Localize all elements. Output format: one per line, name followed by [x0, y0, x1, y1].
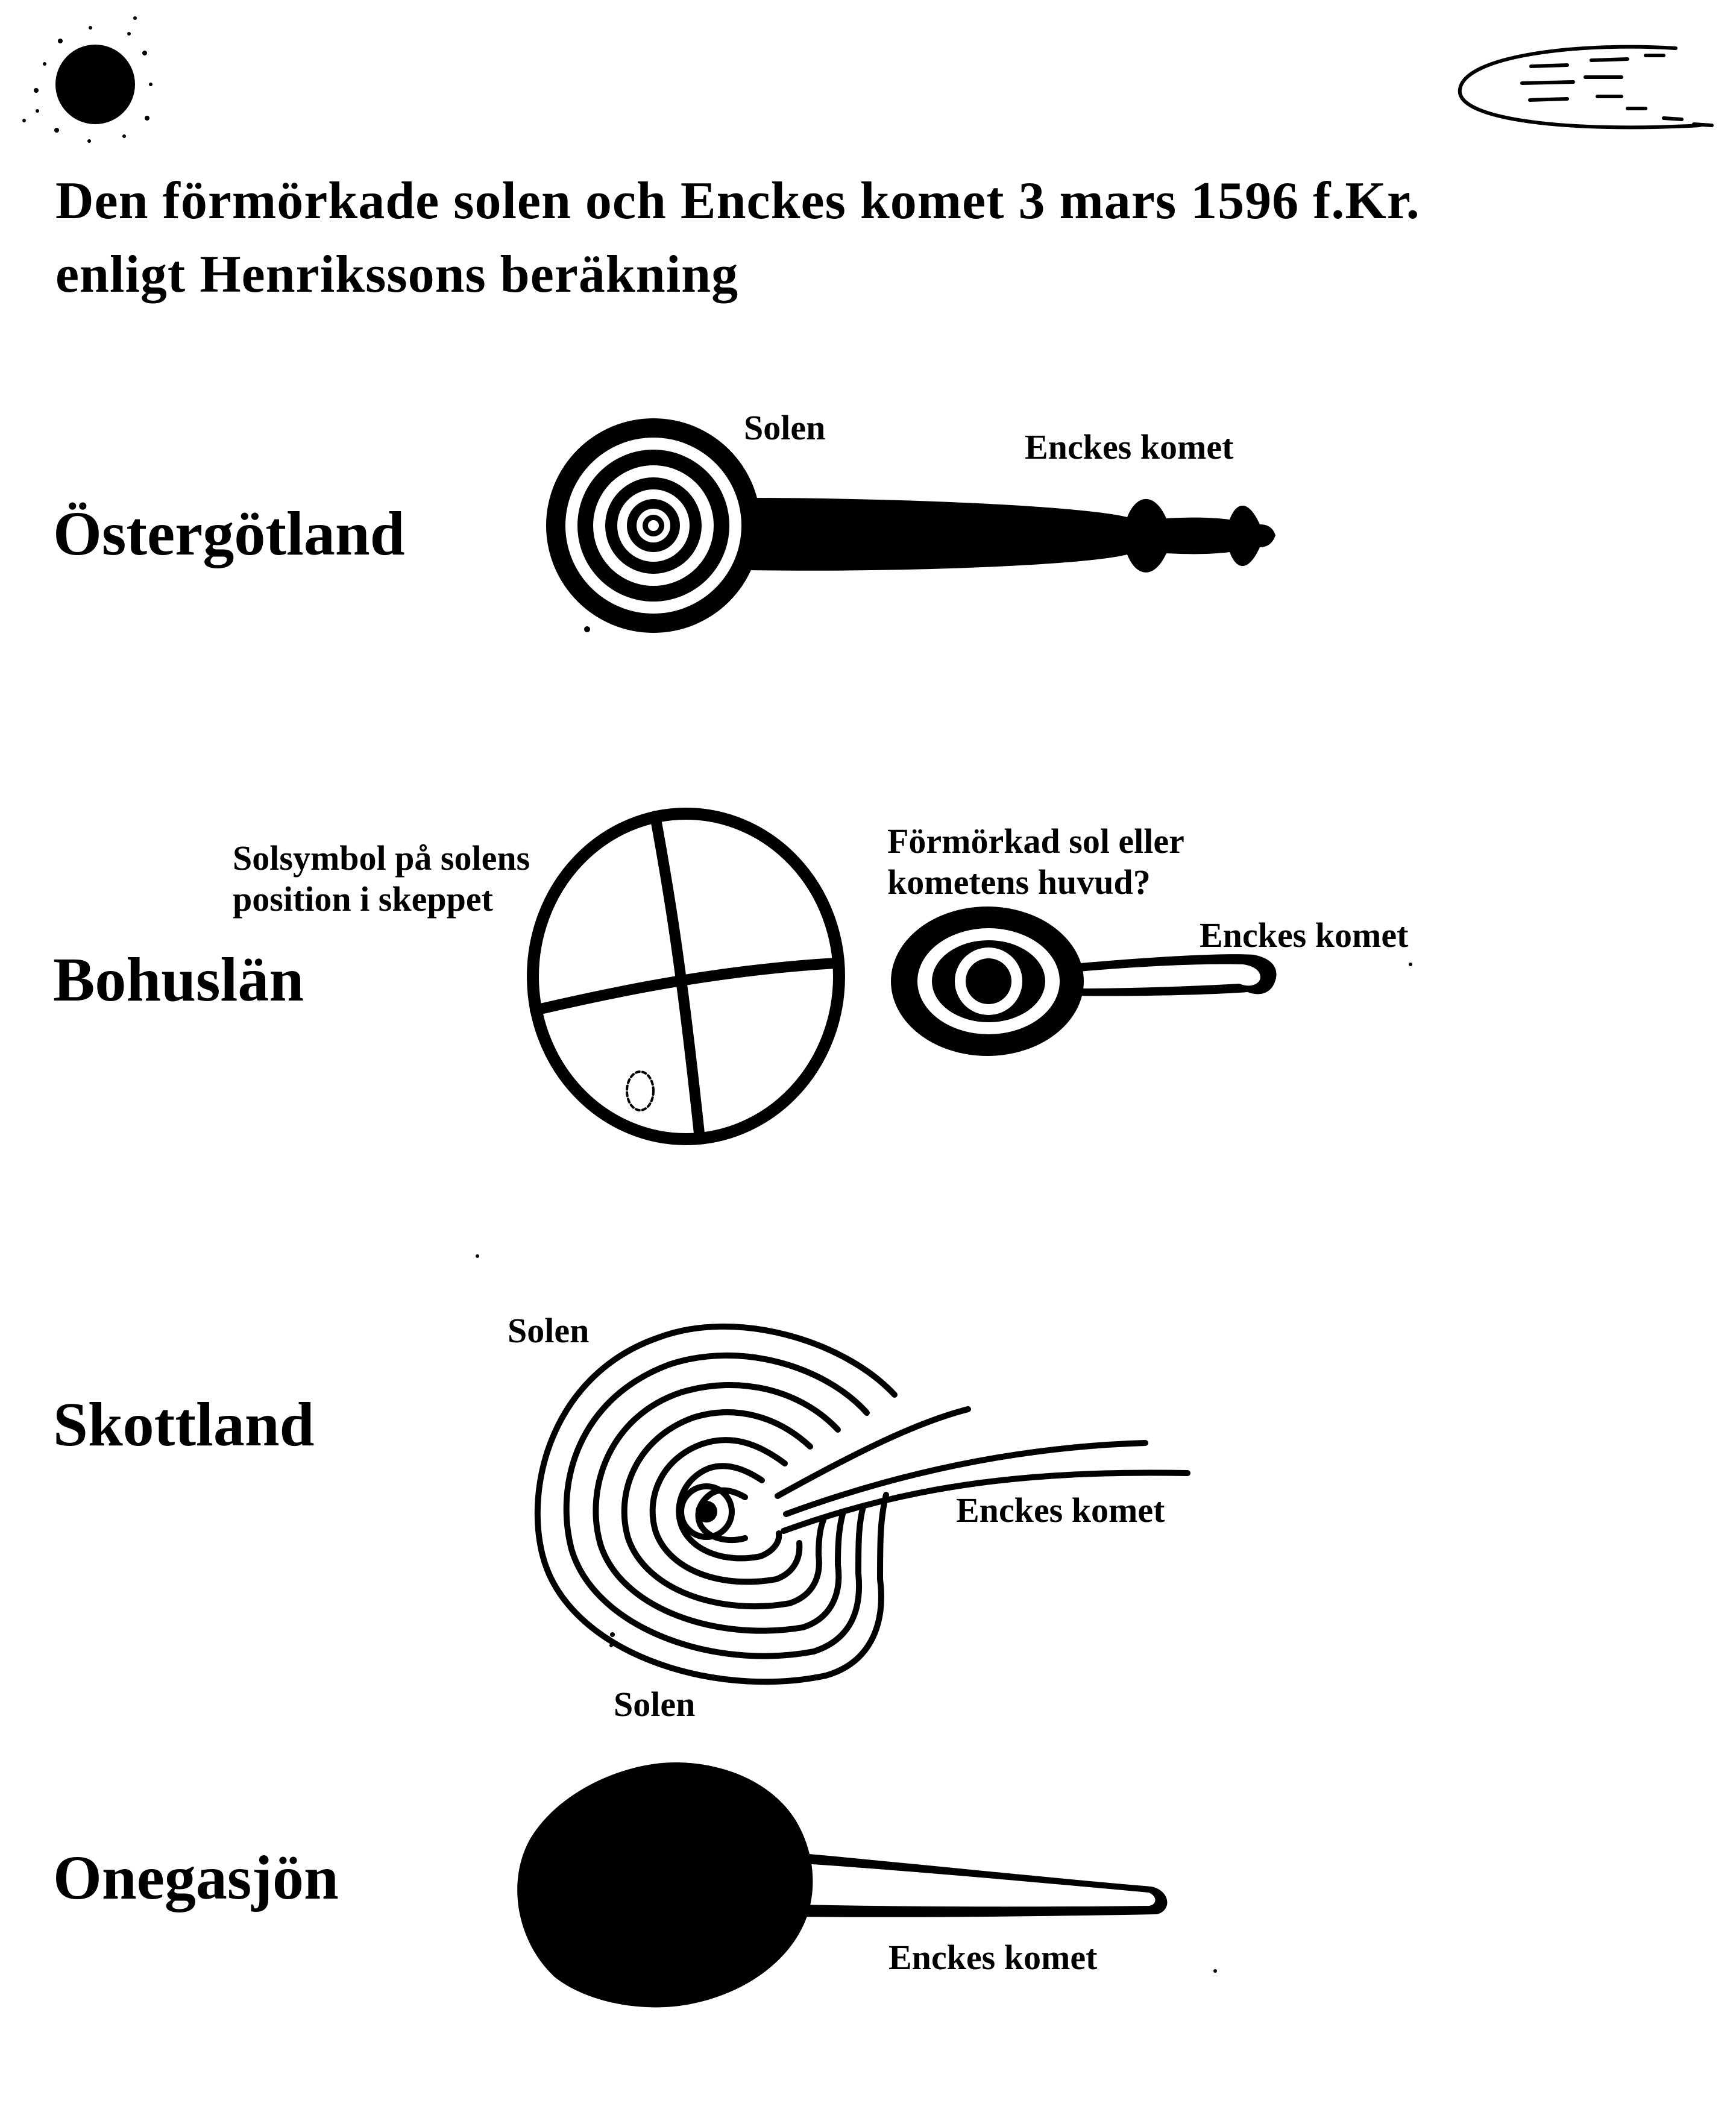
label-solen: Solen [614, 1685, 696, 1724]
eclipsed-sun-icon [22, 16, 153, 143]
comet-sketch-icon [1460, 47, 1712, 128]
title-line-2: enligt Henrikssons beräkning [55, 245, 739, 304]
label-enckes-komet: Enckes komet [1200, 916, 1409, 955]
region-onegasjon: Onegasjön [53, 1843, 339, 1912]
label-enckes-komet: Enckes komet [956, 1491, 1165, 1530]
bohuslan-sun-wheel-drawing [533, 814, 839, 1139]
region-skottland: Skottland [53, 1390, 315, 1459]
label-formorkad-line-1: Förmörkad sol eller [887, 822, 1184, 861]
label-solsymbol-line-2: position i skeppet [233, 879, 493, 919]
label-enckes-komet: Enckes komet [888, 1938, 1098, 1977]
label-solsymbol-line-1: Solsymbol på solens [233, 838, 530, 878]
label-formorkad-line-2: kometens huvud? [887, 863, 1151, 902]
region-bohuslan: Bohuslän [53, 945, 304, 1014]
region-ostergotland: Östergötland [53, 499, 405, 568]
title-line-1: Den förmörkade solen och Enckes komet 3 mars 1596 f.Kr. [55, 172, 1420, 230]
label-solen: Solen [508, 1311, 590, 1350]
onegasjon-sun-comet-drawing [517, 1762, 1217, 2007]
label-solen: Solen [744, 408, 826, 447]
label-enckes-komet: Enckes komet [1025, 427, 1234, 467]
